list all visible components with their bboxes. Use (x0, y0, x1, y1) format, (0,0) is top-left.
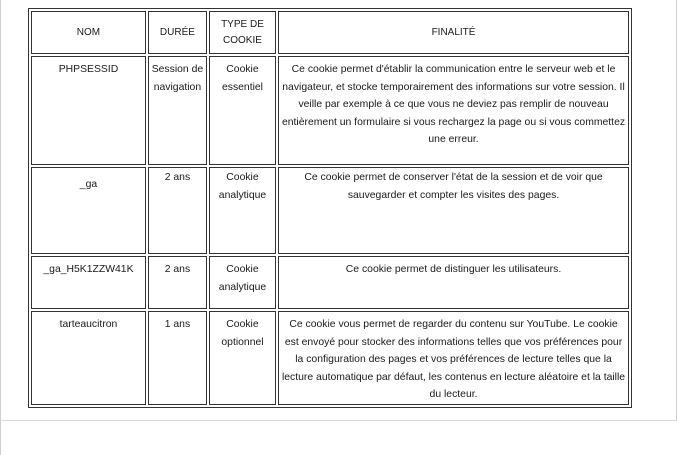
table-row (31, 56, 629, 165)
cell-purpose (278, 167, 629, 254)
cookie-purpose: Ce cookie permet de distinguer les utilisateurs. (345, 264, 562, 275)
cookie-type: Cookie analytique (218, 264, 267, 293)
cell-type (209, 256, 276, 309)
cookie-type: Cookie essentiel (221, 64, 263, 93)
cookie-purpose: Ce cookie vous permet de regarder du contenu sur YouTube. Le cookie est envoyé pour stocker des informations telles que vos préférences pour la configuration des pages et vos préférences de lecture telles que la lecture automatique par défaut, les contenus en lecture aléatoire et la taille du lecteur. (281, 319, 626, 400)
cell-name (31, 311, 146, 405)
cookie-name: _ga_H5K1ZZW41K (43, 264, 134, 275)
cookie-duration: Session de navigation (151, 64, 204, 93)
cell-purpose (278, 56, 629, 165)
cookie-duration: 2 ans (164, 172, 191, 183)
header-name: NOM (31, 11, 146, 54)
table-header-row (31, 11, 629, 54)
header-purpose: FINALITÉ (278, 11, 629, 54)
header-duration: DURÉE (148, 11, 207, 54)
cell-type (209, 311, 276, 405)
cookie-name: PHPSESSID (58, 64, 119, 75)
cell-type (209, 167, 276, 254)
cell-name (31, 56, 146, 165)
table-row (31, 167, 629, 254)
cookie-name: _ga (79, 179, 98, 190)
cookie-type: Cookie analytique (218, 172, 267, 201)
cookie-duration: 1 ans (164, 319, 191, 330)
cell-name (31, 256, 146, 309)
cookie-table (28, 8, 632, 408)
cell-duration (148, 167, 207, 254)
cell-name (31, 167, 146, 254)
cookie-purpose: Ce cookie permet de conserver l'état de la session et de voir que sauvegarder et compter les visites des pages. (304, 172, 603, 201)
cookie-name: tarteaucitron (59, 319, 118, 330)
header-type: TYPE DE COOKIE (209, 11, 276, 54)
page-edge (0, 420, 677, 421)
cell-duration (148, 56, 207, 165)
cell-duration (148, 311, 207, 405)
cell-purpose (278, 256, 629, 309)
cell-purpose (278, 311, 629, 405)
cookie-type: Cookie optionnel (221, 319, 264, 348)
cookie-purpose: Ce cookie permet d'établir la communication entre le serveur web et le navigateur, et stocke temporairement des informations sur votre session. Il veille par exemple à ce que vous ne deviez pas remplir de nouveau entièrement un formulaire si vous rechargez la page ou si vous commettez une erreur. (281, 64, 626, 145)
cookie-duration: 2 ans (164, 264, 191, 275)
table-row (31, 311, 629, 405)
cell-type (209, 56, 276, 165)
page-edge (0, 0, 1, 455)
cell-duration (148, 256, 207, 309)
table-row (31, 256, 629, 309)
